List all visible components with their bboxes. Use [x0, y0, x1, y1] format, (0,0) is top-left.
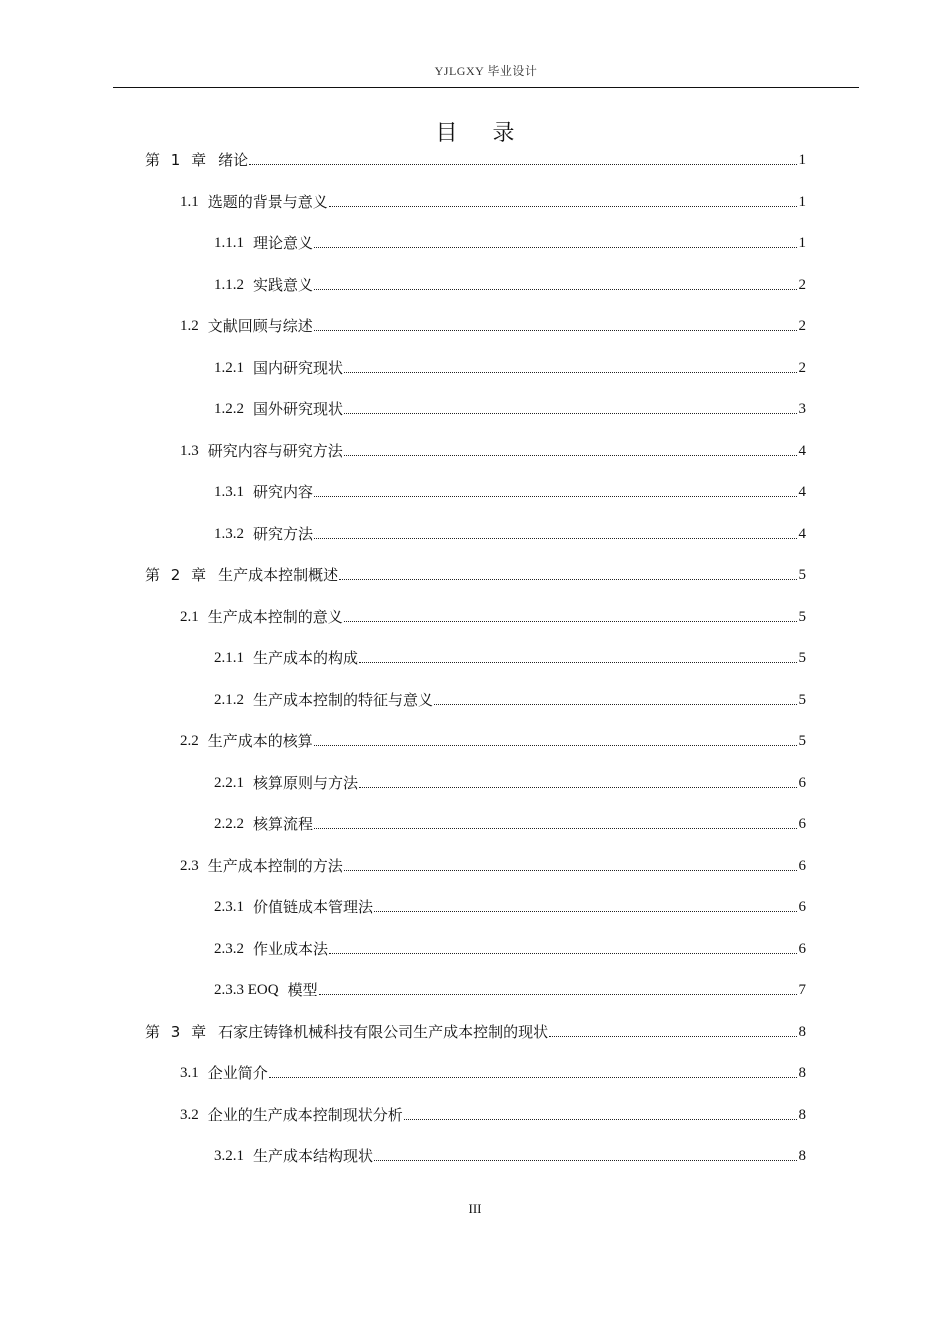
toc-dot-leader — [314, 538, 796, 539]
toc-entry-page: 6 — [798, 858, 806, 874]
toc-entry-title: 生产成本的核算 — [207, 732, 313, 750]
toc-entry-title: 石家庄铸锋机械科技有限公司生产成本控制的现状 — [218, 1023, 549, 1041]
toc-entry-title: 生产成本结构现状 — [253, 1147, 374, 1165]
toc-entry-number: 1.2.2 — [214, 401, 244, 417]
toc-entry-title: 作业成本法 — [253, 940, 329, 958]
toc-entry[interactable] — [214, 980, 806, 1000]
toc-dot-leader — [549, 1036, 796, 1037]
toc-dot-leader — [314, 330, 797, 331]
toc-entry-page: 7 — [798, 982, 806, 998]
toc-dot-leader — [344, 372, 796, 373]
toc-dot-leader — [359, 662, 796, 663]
toc-entry-title: 核算原则与方法 — [253, 774, 359, 792]
toc-dot-leader — [434, 704, 796, 705]
toc-entry-number: 3.2 — [180, 1107, 199, 1123]
toc-entry-title: 价值链成本管理法 — [253, 898, 374, 916]
toc-entry-number: 1.1 — [180, 194, 199, 210]
toc-entry[interactable] — [214, 648, 806, 668]
toc-entry-title: 绪论 — [218, 151, 249, 169]
toc-entry-number: 2.2 — [180, 733, 199, 749]
toc-entry-title: 理论意义 — [253, 234, 314, 252]
toc-entry-page: 6 — [798, 775, 806, 791]
toc-entry-number: 1.1.2 — [214, 277, 244, 293]
toc-dot-leader — [374, 1160, 796, 1161]
toc-entry-title: 生产成本控制概述 — [218, 566, 339, 584]
toc-entry-number: 第 1 章 — [145, 151, 210, 169]
toc-dot-leader — [344, 413, 796, 414]
toc-entry-title: 生产成本的构成 — [253, 649, 359, 667]
toc-dot-leader — [314, 247, 796, 248]
toc-entry-number: 1.3.1 — [214, 484, 244, 500]
toc-entry-number: 2.3.3 EOQ — [214, 982, 279, 998]
toc-dot-leader — [314, 496, 796, 497]
toc-entry-number: 2.1.2 — [214, 692, 244, 708]
toc-entry-title: 生产成本控制的意义 — [207, 608, 343, 626]
toc-entry-page: 1 — [798, 194, 806, 210]
toc-entry-title: 生产成本控制的方法 — [207, 857, 343, 875]
toc-entry-page: 8 — [798, 1065, 806, 1081]
toc-entry-page: 1 — [798, 152, 806, 168]
toc-dot-leader — [269, 1077, 797, 1078]
toc-entry-page: 8 — [798, 1148, 806, 1164]
toc-entry-title: 核算流程 — [253, 815, 314, 833]
toc-entry-page: 8 — [798, 1107, 806, 1123]
toc-dot-leader — [344, 870, 797, 871]
toc-entry-title: 模型 — [287, 981, 318, 999]
toc-entry[interactable] — [145, 565, 806, 585]
toc-entry-number: 3.1 — [180, 1065, 199, 1081]
toc-entry-title: 研究内容 — [253, 483, 314, 501]
toc-entry-number: 2.1 — [180, 609, 199, 625]
toc-entry[interactable] — [180, 856, 806, 876]
toc-entry[interactable] — [214, 939, 806, 959]
toc-entry-title: 企业的生产成本控制现状分析 — [207, 1106, 403, 1124]
toc-entry-page: 1 — [798, 235, 806, 251]
toc-entry[interactable] — [180, 1063, 806, 1083]
toc-entry-page: 6 — [798, 941, 806, 957]
page-number: III — [468, 1201, 482, 1216]
toc-entry-page: 5 — [798, 609, 806, 625]
toc-entry[interactable] — [214, 399, 806, 419]
toc-entry[interactable] — [214, 524, 806, 544]
toc-entry-title: 实践意义 — [253, 276, 314, 294]
toc-dot-leader — [314, 745, 797, 746]
toc-dot-leader — [339, 579, 796, 580]
toc-entry[interactable] — [145, 1022, 806, 1042]
toc-entry[interactable] — [145, 150, 806, 170]
toc-entry-page: 8 — [798, 1024, 806, 1040]
toc-entry-page: 4 — [798, 484, 806, 500]
toc-entry[interactable] — [214, 690, 806, 710]
toc-entry-page: 6 — [798, 816, 806, 832]
toc-entry-page: 2 — [798, 318, 806, 334]
toc-dot-leader — [344, 455, 797, 456]
toc-entry-title: 选题的背景与意义 — [207, 193, 328, 211]
toc-entry-number: 1.3 — [180, 443, 199, 459]
toc-entry[interactable] — [180, 192, 806, 212]
toc-entry[interactable] — [214, 358, 806, 378]
toc-entry[interactable] — [214, 1146, 806, 1166]
toc-entry-title: 国外研究现状 — [253, 400, 344, 418]
toc-entry-number: 1.1.1 — [214, 235, 244, 251]
toc-dot-leader — [344, 621, 797, 622]
toc-entry-title: 研究方法 — [253, 525, 314, 543]
toc-entry-number: 第 3 章 — [145, 1023, 210, 1041]
toc-entry-number: 1.3.2 — [214, 526, 244, 542]
toc-entry-page: 5 — [798, 692, 806, 708]
toc-entry-page: 4 — [798, 526, 806, 542]
toc-entry-page: 5 — [798, 733, 806, 749]
toc-entry-number: 3.2.1 — [214, 1148, 244, 1164]
running-header: YJLGXY 毕业设计 — [434, 64, 538, 78]
toc-dot-leader — [329, 953, 796, 954]
toc-dot-leader — [314, 289, 796, 290]
toc-entry-number: 2.3.1 — [214, 899, 244, 915]
toc-entry[interactable] — [180, 316, 806, 336]
toc-entry-number: 第 2 章 — [145, 566, 210, 584]
toc-entry-title: 研究内容与研究方法 — [207, 442, 343, 460]
toc-entry-page: 2 — [798, 277, 806, 293]
toc-entry-number: 2.2.1 — [214, 775, 244, 791]
toc-entry-number: 2.2.2 — [214, 816, 244, 832]
toc-dot-leader — [329, 206, 797, 207]
toc-dot-leader — [249, 164, 796, 165]
toc-entry-title: 文献回顾与综述 — [207, 317, 313, 335]
toc-dot-leader — [319, 994, 797, 995]
toc-entry-title: 企业简介 — [207, 1064, 268, 1082]
toc-entry-page: 2 — [798, 360, 806, 376]
toc-entry-number: 2.3.2 — [214, 941, 244, 957]
toc-entry-page: 5 — [798, 650, 806, 666]
toc-entry[interactable] — [214, 773, 806, 793]
toc-entry-page: 4 — [798, 443, 806, 459]
toc-entry[interactable] — [214, 897, 806, 917]
toc-dot-leader — [359, 787, 796, 788]
toc-entry-number: 2.1.1 — [214, 650, 244, 666]
toc-entry[interactable] — [214, 275, 806, 295]
toc-entry[interactable] — [214, 482, 806, 502]
toc-dot-leader — [314, 828, 796, 829]
toc-dot-leader — [374, 911, 796, 912]
toc-entry[interactable] — [214, 814, 806, 834]
toc-entry-page: 3 — [798, 401, 806, 417]
toc-entry-page: 5 — [798, 567, 806, 583]
toc-entry-number: 1.2 — [180, 318, 199, 334]
toc-entry[interactable] — [180, 1105, 806, 1125]
toc-entry[interactable] — [180, 731, 806, 751]
toc-entry-number: 1.2.1 — [214, 360, 244, 376]
toc-title: 目 录 — [435, 121, 529, 146]
toc-entry-page: 6 — [798, 899, 806, 915]
toc-entry-title: 国内研究现状 — [253, 359, 344, 377]
toc-entry[interactable] — [180, 607, 806, 627]
toc-dot-leader — [404, 1119, 797, 1120]
toc-entry[interactable] — [214, 233, 806, 253]
toc-entry-title: 生产成本控制的特征与意义 — [253, 691, 434, 709]
toc-entry[interactable] — [180, 441, 806, 461]
toc-entry-number: 2.3 — [180, 858, 199, 874]
